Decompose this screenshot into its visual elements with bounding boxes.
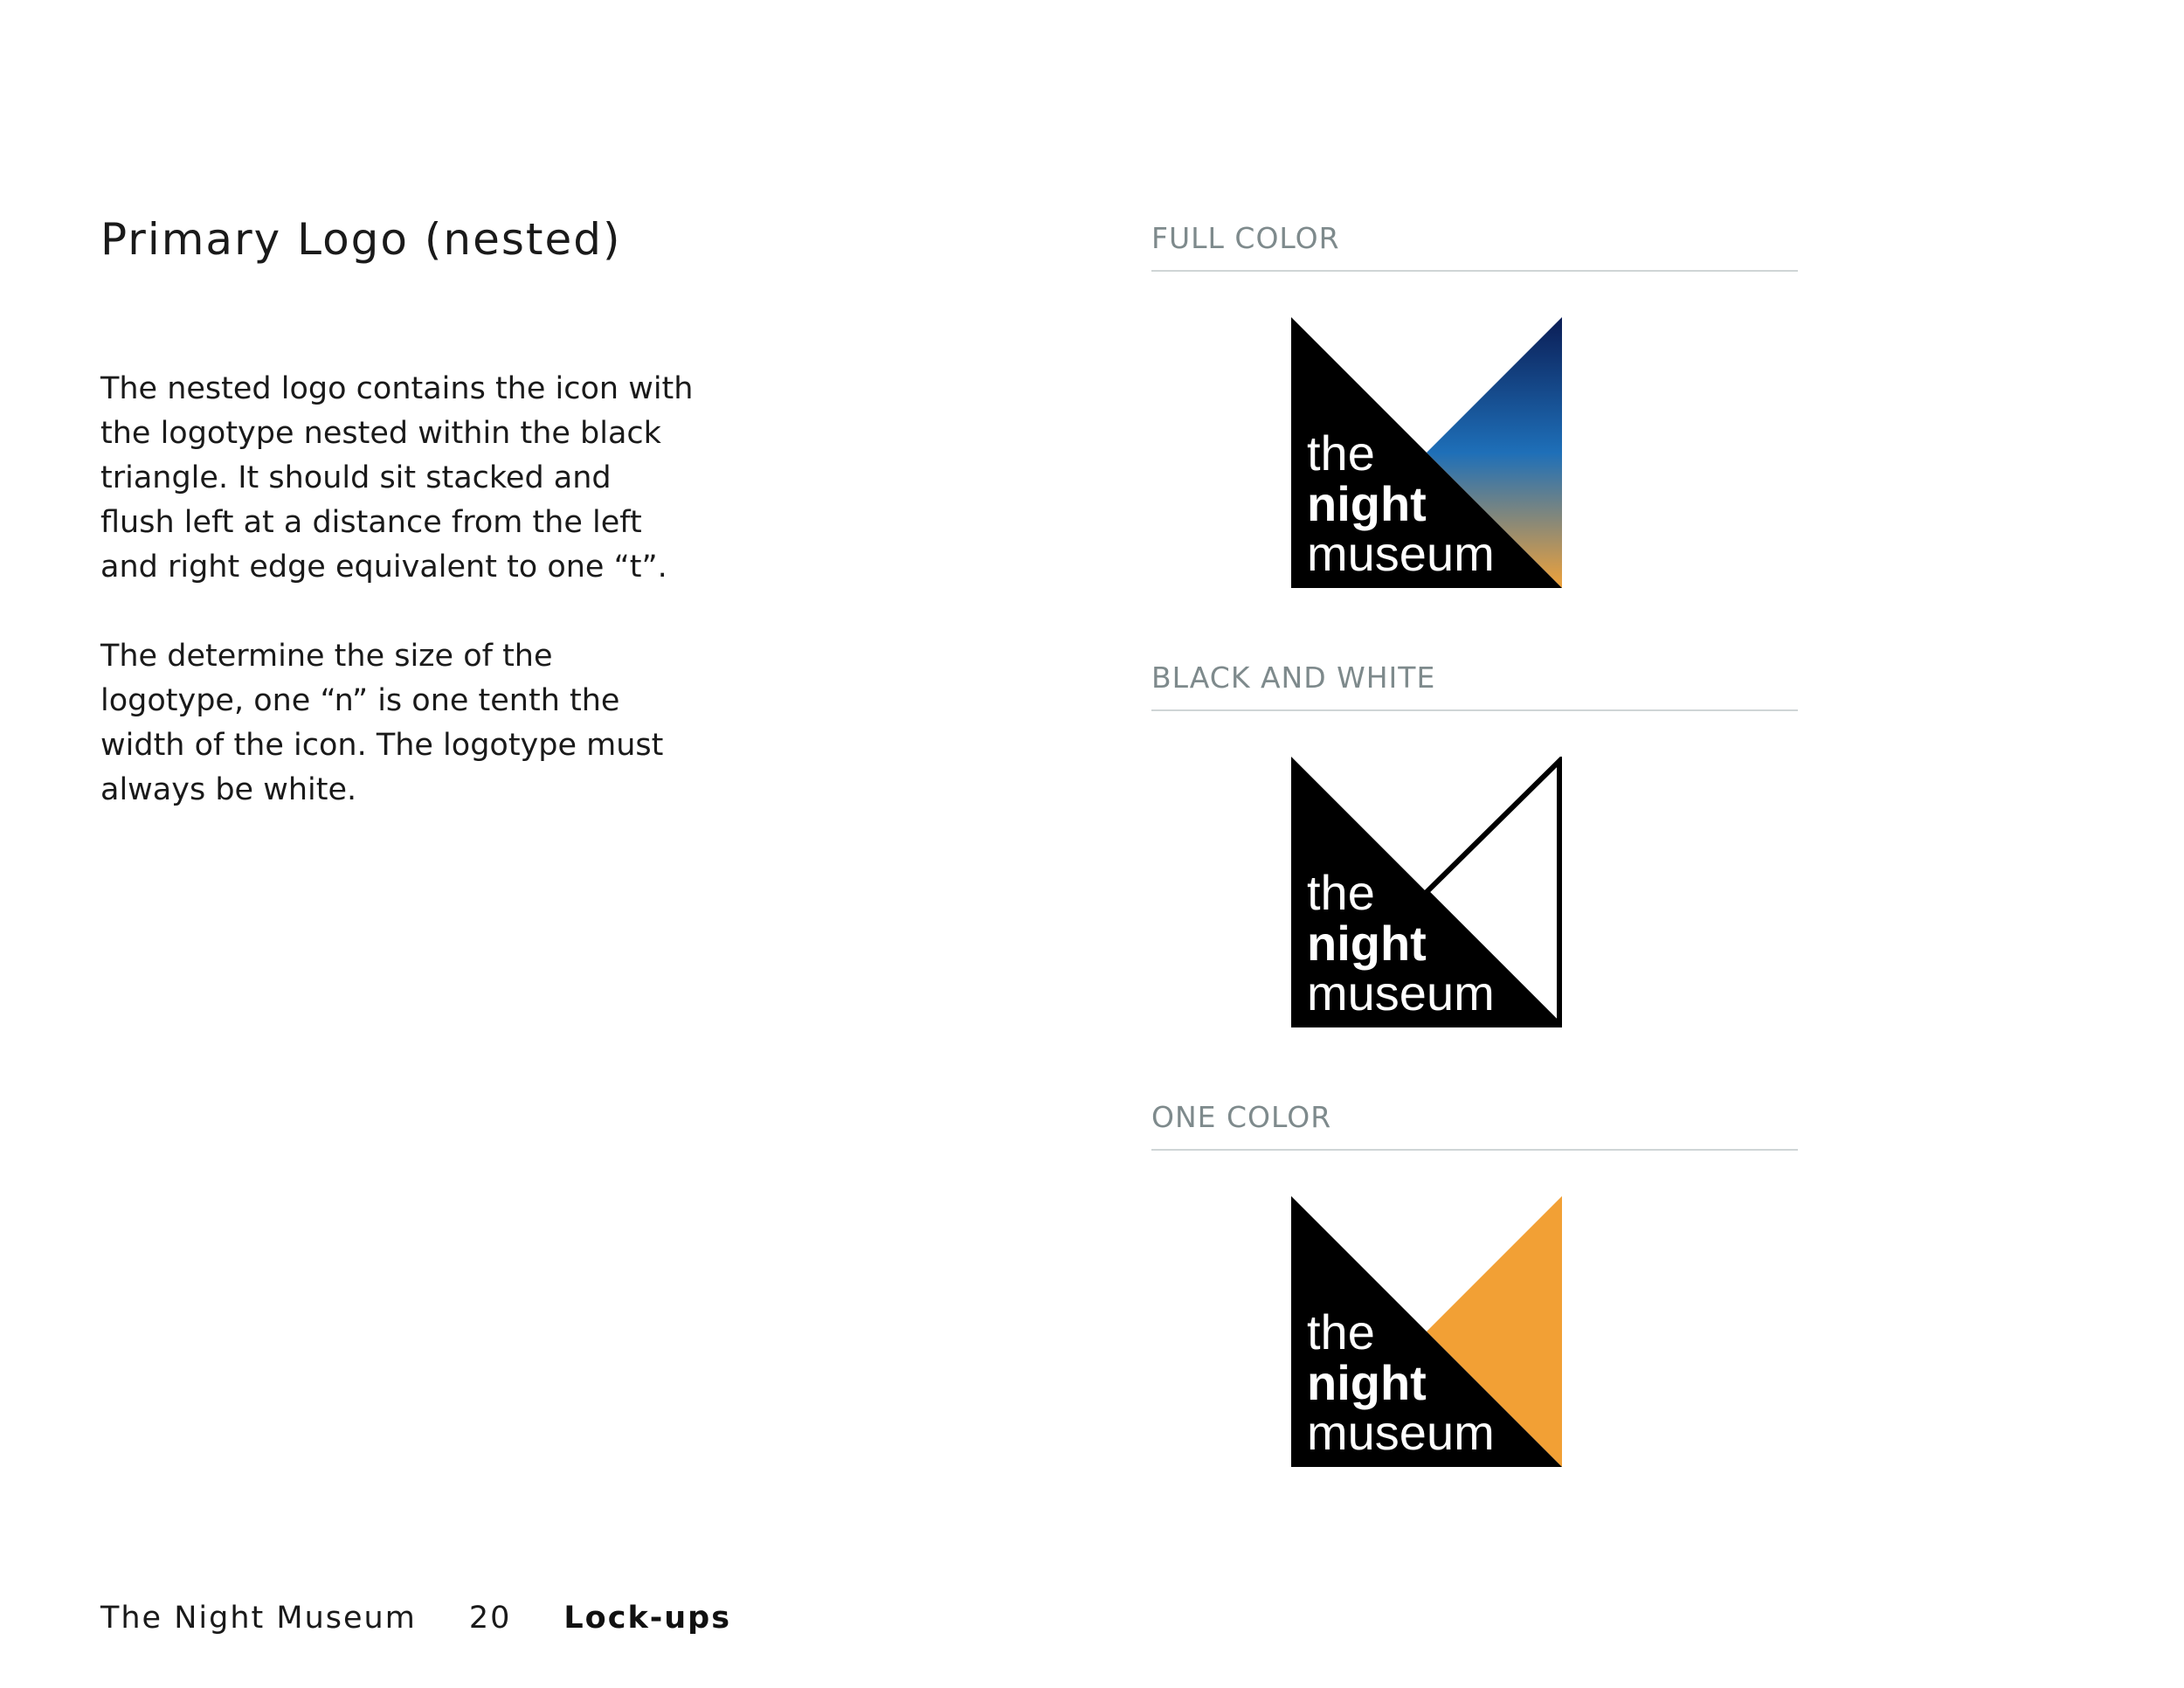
- paragraph-1: The nested logo contains the icon with the logotype nested within the black triangle. It should sit stacked and flush left at a distance from the left and right edge equivalent to one “t”.: [100, 371, 694, 585]
- logo-one-color-graphic: [1291, 1196, 1562, 1467]
- logotype-the: the: [1307, 425, 1375, 481]
- logo-full-color: [1291, 317, 1562, 588]
- footer-page-number: 20: [468, 1601, 512, 1636]
- divider: [1151, 1149, 1798, 1151]
- logo-full-color-graphic: [1291, 317, 1562, 588]
- divider: [1151, 709, 1798, 711]
- logotype-night: night: [1307, 916, 1427, 971]
- footer-chapter: Lock-ups: [563, 1601, 732, 1636]
- logo-black-and-white-graphic: [1291, 757, 1562, 1027]
- logo-one-color: [1291, 1196, 1562, 1467]
- logotype-the: the: [1307, 1304, 1375, 1359]
- section-one-color: [1151, 1100, 1798, 1460]
- logotype-museum: museum: [1307, 526, 1495, 581]
- section-label: FULL COLOR: [1151, 221, 1340, 255]
- section-black-and-white: [1151, 661, 1798, 1020]
- body-text: [100, 367, 695, 857]
- logotype-night: night: [1307, 476, 1427, 531]
- footer: [100, 1601, 731, 1636]
- logo-black-and-white: [1291, 757, 1562, 1027]
- logotype-museum: museum: [1307, 1405, 1495, 1460]
- divider: [1151, 270, 1798, 272]
- paragraph-2: The determine the size of the logotype, one “n” is one tenth the width of the icon. The logotype must always be white.: [100, 639, 664, 807]
- footer-org-name: The Night Museum: [100, 1601, 417, 1636]
- logotype-the: the: [1307, 865, 1375, 920]
- section-label: ONE COLOR: [1151, 1100, 1332, 1134]
- section-label: BLACK AND WHITE: [1151, 661, 1436, 695]
- page-title: Primary Logo (nested): [100, 214, 622, 265]
- section-full-color: [1151, 221, 1798, 581]
- logotype-night: night: [1307, 1355, 1427, 1410]
- logotype-museum: museum: [1307, 965, 1495, 1020]
